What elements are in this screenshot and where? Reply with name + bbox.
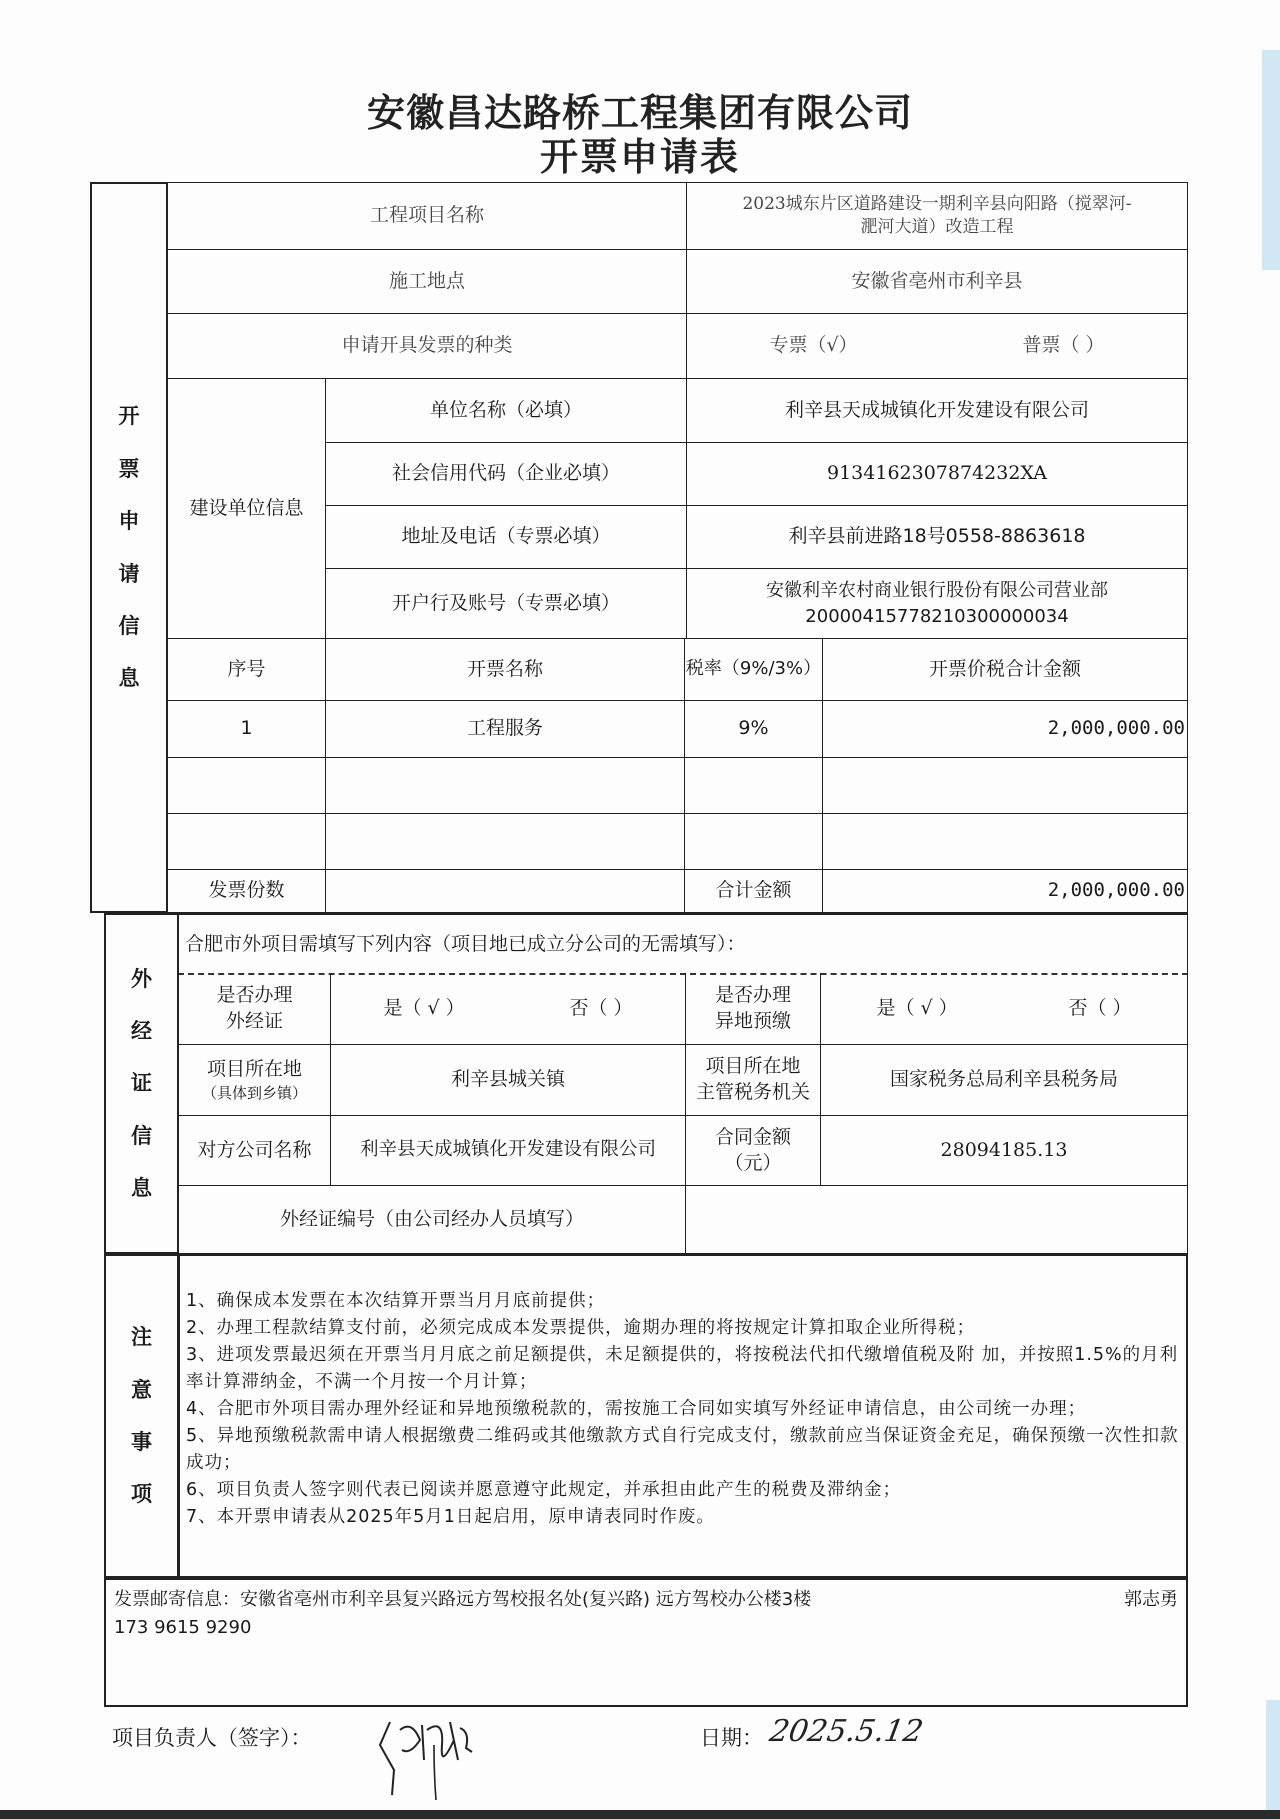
section-label-char: 证 — [131, 1071, 152, 1096]
empty-cell — [325, 813, 685, 870]
section-label-char: 项 — [131, 1482, 152, 1507]
note-item: 2、办理工程款结算支付前，必须完成成本发票提供，逾期办理的将按规定计算扣取企业所得税； — [186, 1318, 976, 1338]
site-label: 施工地点 — [167, 249, 687, 314]
builder-name-value: 利辛县天成城镇化开发建设有限公司 — [686, 378, 1188, 443]
prepay-no-checkbox[interactable]: 否（ ） — [1068, 996, 1132, 1019]
section-label-char: 意 — [131, 1377, 152, 1402]
outbound-cert-no-checkbox[interactable]: 否（ ） — [569, 996, 633, 1019]
empty-cell — [325, 757, 685, 814]
section-label-char: 息 — [118, 666, 140, 691]
copies-value[interactable] — [325, 869, 685, 913]
prepay-yes-checkbox[interactable]: 是（ √ ） — [876, 996, 958, 1019]
date-value: 2025.5.12 — [766, 1714, 926, 1749]
tax-authority-value: 国家税务总局利辛县税务局 — [820, 1044, 1188, 1116]
bank-name: 安徽利辛农村商业银行股份有限公司营业部 — [766, 579, 1108, 601]
section-label-char: 申 — [118, 509, 140, 534]
total-label: 合计金额 — [684, 869, 823, 913]
empty-cell — [684, 813, 823, 870]
tax-authority-label-line2: 主管税务机关 — [695, 1081, 810, 1103]
note-item: 3、进项发票最迟须在开票当月月底之前足额提供，未足额提供的，将按税法代扣代缴增值税及附 加，并按照1.5%的月利率计算滞纳金，不满一个月按一个月计算； — [186, 1345, 1179, 1392]
section-label-char: 请 — [118, 561, 140, 586]
mailing-phone: 173 9615 9290 — [114, 1617, 252, 1638]
section-label-char: 信 — [131, 1123, 152, 1148]
items-header-rate: 税率（9%/3%） — [684, 638, 823, 701]
bank-account-value — [686, 568, 1188, 639]
project-name-label: 工程项目名称 — [167, 182, 687, 250]
copies-label: 发票份数 — [167, 869, 326, 913]
section-label-invoice-application — [90, 182, 168, 913]
mailing-address: 发票邮寄信息：安徽省亳州市利辛县复兴路远方驾校报名处(复兴路) 远方驾校办公楼3楼 — [114, 1589, 812, 1610]
counterparty-value: 利辛县天成城镇化开发建设有限公司 — [330, 1115, 686, 1186]
note-item: 6、项目负责人签字则代表已阅读并愿意遵守此规定，并承担由此产生的税费及滞纳金； — [186, 1480, 902, 1500]
item-name: 工程服务 — [325, 700, 685, 758]
notes-list — [178, 1254, 1188, 1578]
items-header-amount: 开票价税合计金额 — [822, 638, 1188, 701]
section-label-char: 票 — [118, 456, 140, 481]
project-name-line1: 2023城东片区道路建设一期利辛县向阳路（搅翠河- — [742, 194, 1132, 215]
normal-invoice-checkbox[interactable]: 普票（ ） — [1022, 334, 1105, 357]
cert-number-value[interactable] — [685, 1185, 1188, 1254]
note-item: 4、合肥市外项目需办理外经证和异地预缴税款的，需按施工合同如实填写外经证申请信息，由公司统一办理； — [186, 1399, 1087, 1419]
empty-cell — [822, 757, 1188, 814]
outbound-cert-yes-checkbox[interactable]: 是（ √ ） — [383, 996, 465, 1019]
invoice-type-options — [686, 313, 1188, 379]
company-title: 安徽昌达路桥工程集团有限公司 — [366, 91, 913, 135]
project-name-value — [686, 182, 1188, 250]
background-strip — [1262, 50, 1280, 270]
section-label-char: 信 — [118, 613, 140, 638]
signer-label: 项目负责人（签字）： — [112, 1726, 312, 1750]
section-label-notes — [104, 1254, 179, 1578]
credit-code-label: 社会信用代码（企业必填） — [325, 442, 687, 506]
tax-authority-label — [685, 1044, 821, 1116]
empty-cell — [167, 757, 326, 814]
section-label-char: 外 — [131, 966, 152, 991]
builder-info-label: 建设单位信息 — [167, 378, 326, 639]
section-label-char: 经 — [131, 1018, 152, 1043]
counterparty-label: 对方公司名称 — [178, 1115, 331, 1186]
tax-authority-label-line1: 项目所在地 — [705, 1055, 801, 1078]
site-value: 安徽省亳州市利辛县 — [686, 249, 1188, 314]
project-location-label-line1: 项目所在地 — [206, 1058, 302, 1081]
empty-cell — [684, 757, 823, 814]
mailing-recipient: 郭志勇 — [1124, 1589, 1178, 1610]
project-location-label-line2: （具体到乡镇） — [201, 1083, 307, 1102]
special-invoice-checkbox[interactable]: 专票（√） — [769, 334, 858, 357]
items-header-name: 开票名称 — [325, 638, 685, 701]
note-item: 7、本开票申请表从2025年5月1日起启用，原申请表同时作废。 — [186, 1507, 715, 1527]
cert-number-label: 外经证编号（由公司经办人员填写） — [178, 1185, 686, 1254]
bank-account-label: 开户行及账号（专票必填） — [325, 568, 687, 639]
outbound-intro: 合肥市外项目需填写下列内容（项目地已成立分公司的无需填写）： — [178, 913, 1188, 974]
contract-amount-label — [685, 1115, 821, 1186]
prepay-question-line1: 是否办理 — [714, 983, 791, 1006]
total-value: 2,000,000.00 — [822, 869, 1188, 913]
outbound-cert-question-line1: 是否办理 — [216, 983, 293, 1006]
prepay-question-line2: 异地预缴 — [714, 1009, 791, 1032]
contract-amount-label-line1: 合同金额 — [714, 1125, 791, 1148]
handwritten-signature — [372, 1700, 482, 1800]
bank-account-number: 20000415778210300000034 — [805, 605, 1069, 627]
empty-cell — [822, 813, 1188, 870]
item-rate: 9% — [684, 700, 823, 758]
section-label-char: 开 — [118, 404, 140, 429]
address-phone-value: 利辛县前进路18号0558-8863618 — [686, 505, 1188, 569]
prepay-options — [820, 973, 1188, 1045]
section-label-char: 注 — [131, 1325, 152, 1350]
outbound-cert-question-line2: 外经证 — [225, 1009, 283, 1032]
form-title: 开票申请表 — [539, 135, 740, 179]
items-header-no: 序号 — [167, 638, 326, 701]
builder-name-label: 单位名称（必填） — [325, 378, 687, 443]
project-location-value: 利辛县城关镇 — [330, 1044, 686, 1116]
note-item: 1、确保成本发票在本次结算开票当月月底前提供； — [186, 1291, 606, 1311]
outbound-cert-question — [178, 973, 331, 1045]
section-label-outbound-cert — [104, 913, 179, 1254]
item-amount: 2,000,000.00 — [822, 700, 1188, 758]
section-label-char: 事 — [131, 1430, 152, 1454]
outbound-cert-options — [330, 973, 686, 1045]
project-name-line2: 淝河大道）改造工程 — [860, 217, 1014, 237]
mailing-info-box — [104, 1578, 1188, 1707]
item-no: 1 — [167, 700, 326, 758]
address-phone-label: 地址及电话（专票必填） — [325, 505, 687, 569]
section-label-char: 息 — [131, 1176, 152, 1201]
note-item: 5、异地预缴税款需申请人根据缴费二维码或其他缴款方式自行完成支付，缴款前应当保证资金充足，确保预缴一次性扣款成功； — [186, 1426, 1179, 1473]
contract-amount-label-line2: （元） — [724, 1151, 782, 1174]
bottom-edge — [0, 1810, 1280, 1819]
empty-cell — [167, 813, 326, 870]
credit-code-value: 9134162307874232XA — [686, 442, 1188, 506]
background-strip — [1266, 1700, 1280, 1810]
project-location-label — [178, 1044, 331, 1116]
invoice-type-label: 申请开具发票的种类 — [167, 313, 687, 379]
contract-amount-value: 28094185.13 — [820, 1115, 1188, 1186]
date-label: 日期： — [700, 1726, 763, 1750]
prepay-question — [685, 973, 821, 1045]
